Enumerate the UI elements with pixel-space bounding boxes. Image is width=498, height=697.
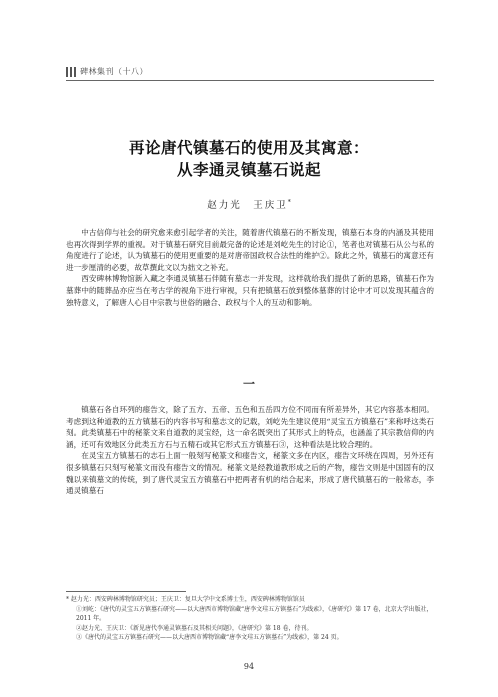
footnote-3: ③《唐代的灵宝五方镇墓石研究——以大唐西市博物馆藏“唐李文珪五方镇墓石”为线索》，第 24 页。 xyxy=(76,634,343,642)
author-names: 赵力光 王庆卫 xyxy=(207,200,288,211)
author-footnote-mark: * xyxy=(287,198,291,206)
abstract-paragraph-2: 西安碑林博物馆新入藏之李通灵镇墓石伴随有墓志一并发现，这样就给我们提供了新的思路，镇墓石作为墓葬中的随葬品亦应当在考古学的视角下进行审视，只有把镇墓石放到整体墓葬的讨论中才可以发现其蕴含的独特意义，了解唐人心目中宗教与世俗的融合、政权与个人的互动和影响。 xyxy=(66,274,434,307)
running-head-text: 碑林集刊（十八） xyxy=(80,67,148,76)
running-head xyxy=(66,66,148,77)
footnote-1: ①刘屹：《唐代的灵宝五方镇墓石研究——以大唐西市博物馆藏“唐李文珪五方镇墓石”为线索》，《唐研究》第 17 卷，北京大学出版社，2011 年。 xyxy=(76,605,433,623)
footnotes xyxy=(66,595,434,643)
section-heading xyxy=(0,375,498,392)
page-number: 94 xyxy=(243,662,255,671)
section-number: 一 xyxy=(242,377,255,391)
footnote-rule xyxy=(66,591,186,592)
article-title-line-2: 从李通灵镇墓石说起 xyxy=(176,160,321,179)
main-text xyxy=(66,404,434,497)
abstract xyxy=(66,227,434,308)
main-paragraph-1: 镇墓石各自环列的瘗告文，除了五方、五帝、五色和五岳四方位不同而有所差异外，其它内容基本相同。考虑到这种道教的五方镇墓石的内容书写和墓志文的记载，刘屹先生建议使用“灵宝五方镇墓石”来称呼这类石刻。此类镇墓石中的秘篆文来自道教的灵宝经，这一命名既突出了其形式上的特点，也涵盖了其宗教信仰的内涵，还可有效地区分此类五方石与五精石或其它形式五方镇墓石③，这种看法是比较合理的。 xyxy=(66,405,434,449)
authors xyxy=(0,197,498,211)
footnote-2: ②赵力光、王庆卫：《新见唐代李通灵镇墓石及其相关问题》，《唐研究》第 18 卷，待刊。 xyxy=(76,624,313,632)
abstract-paragraph-1: 中古信仰与社会的研究愈来愈引起学者的关注，随着唐代镇墓石的不断发现，镇墓石本身的内涵及其使用也再次得到学界的重视。对于镇墓石研究目前最完备的论述是刘屹先生的讨论①，笔者也对镇墓石从公与私的角度进行了论述，认为镇墓石的使用更重要的是对唐帝国政权合法性的维护②。除此之外，镇墓石的寓意还有进一步厘清的必要，故草撰此文以为拙文之补充。 xyxy=(66,228,434,272)
running-head-bars-icon xyxy=(66,67,76,77)
article-title-line-1: 再论唐代镇墓石的使用及其寓意： xyxy=(128,138,369,157)
header-rule xyxy=(66,80,434,81)
main-paragraph-2: 在灵宝五方镇墓石的志石上面一般刻写秘篆文和瘗告文，秘篆文多在内区，瘗告文环绕在四周，另外还有很多镇墓石只刻写秘篆文而没有瘗告文的情况。秘篆文是经教道教形成之后的产物，瘗告文则是中国固有的汉魏以来镇墓文的传统，到了唐代灵宝五方镇墓石中把两者有机的结合起来，形成了唐代镇墓石的一般常态，李通灵镇墓石 xyxy=(66,451,434,496)
footnote-author-info: * 赵力光：西安碑林博物馆研究员；王庆卫：复旦大学中文系博士生，西安碑林博物馆馆员 xyxy=(66,596,305,603)
